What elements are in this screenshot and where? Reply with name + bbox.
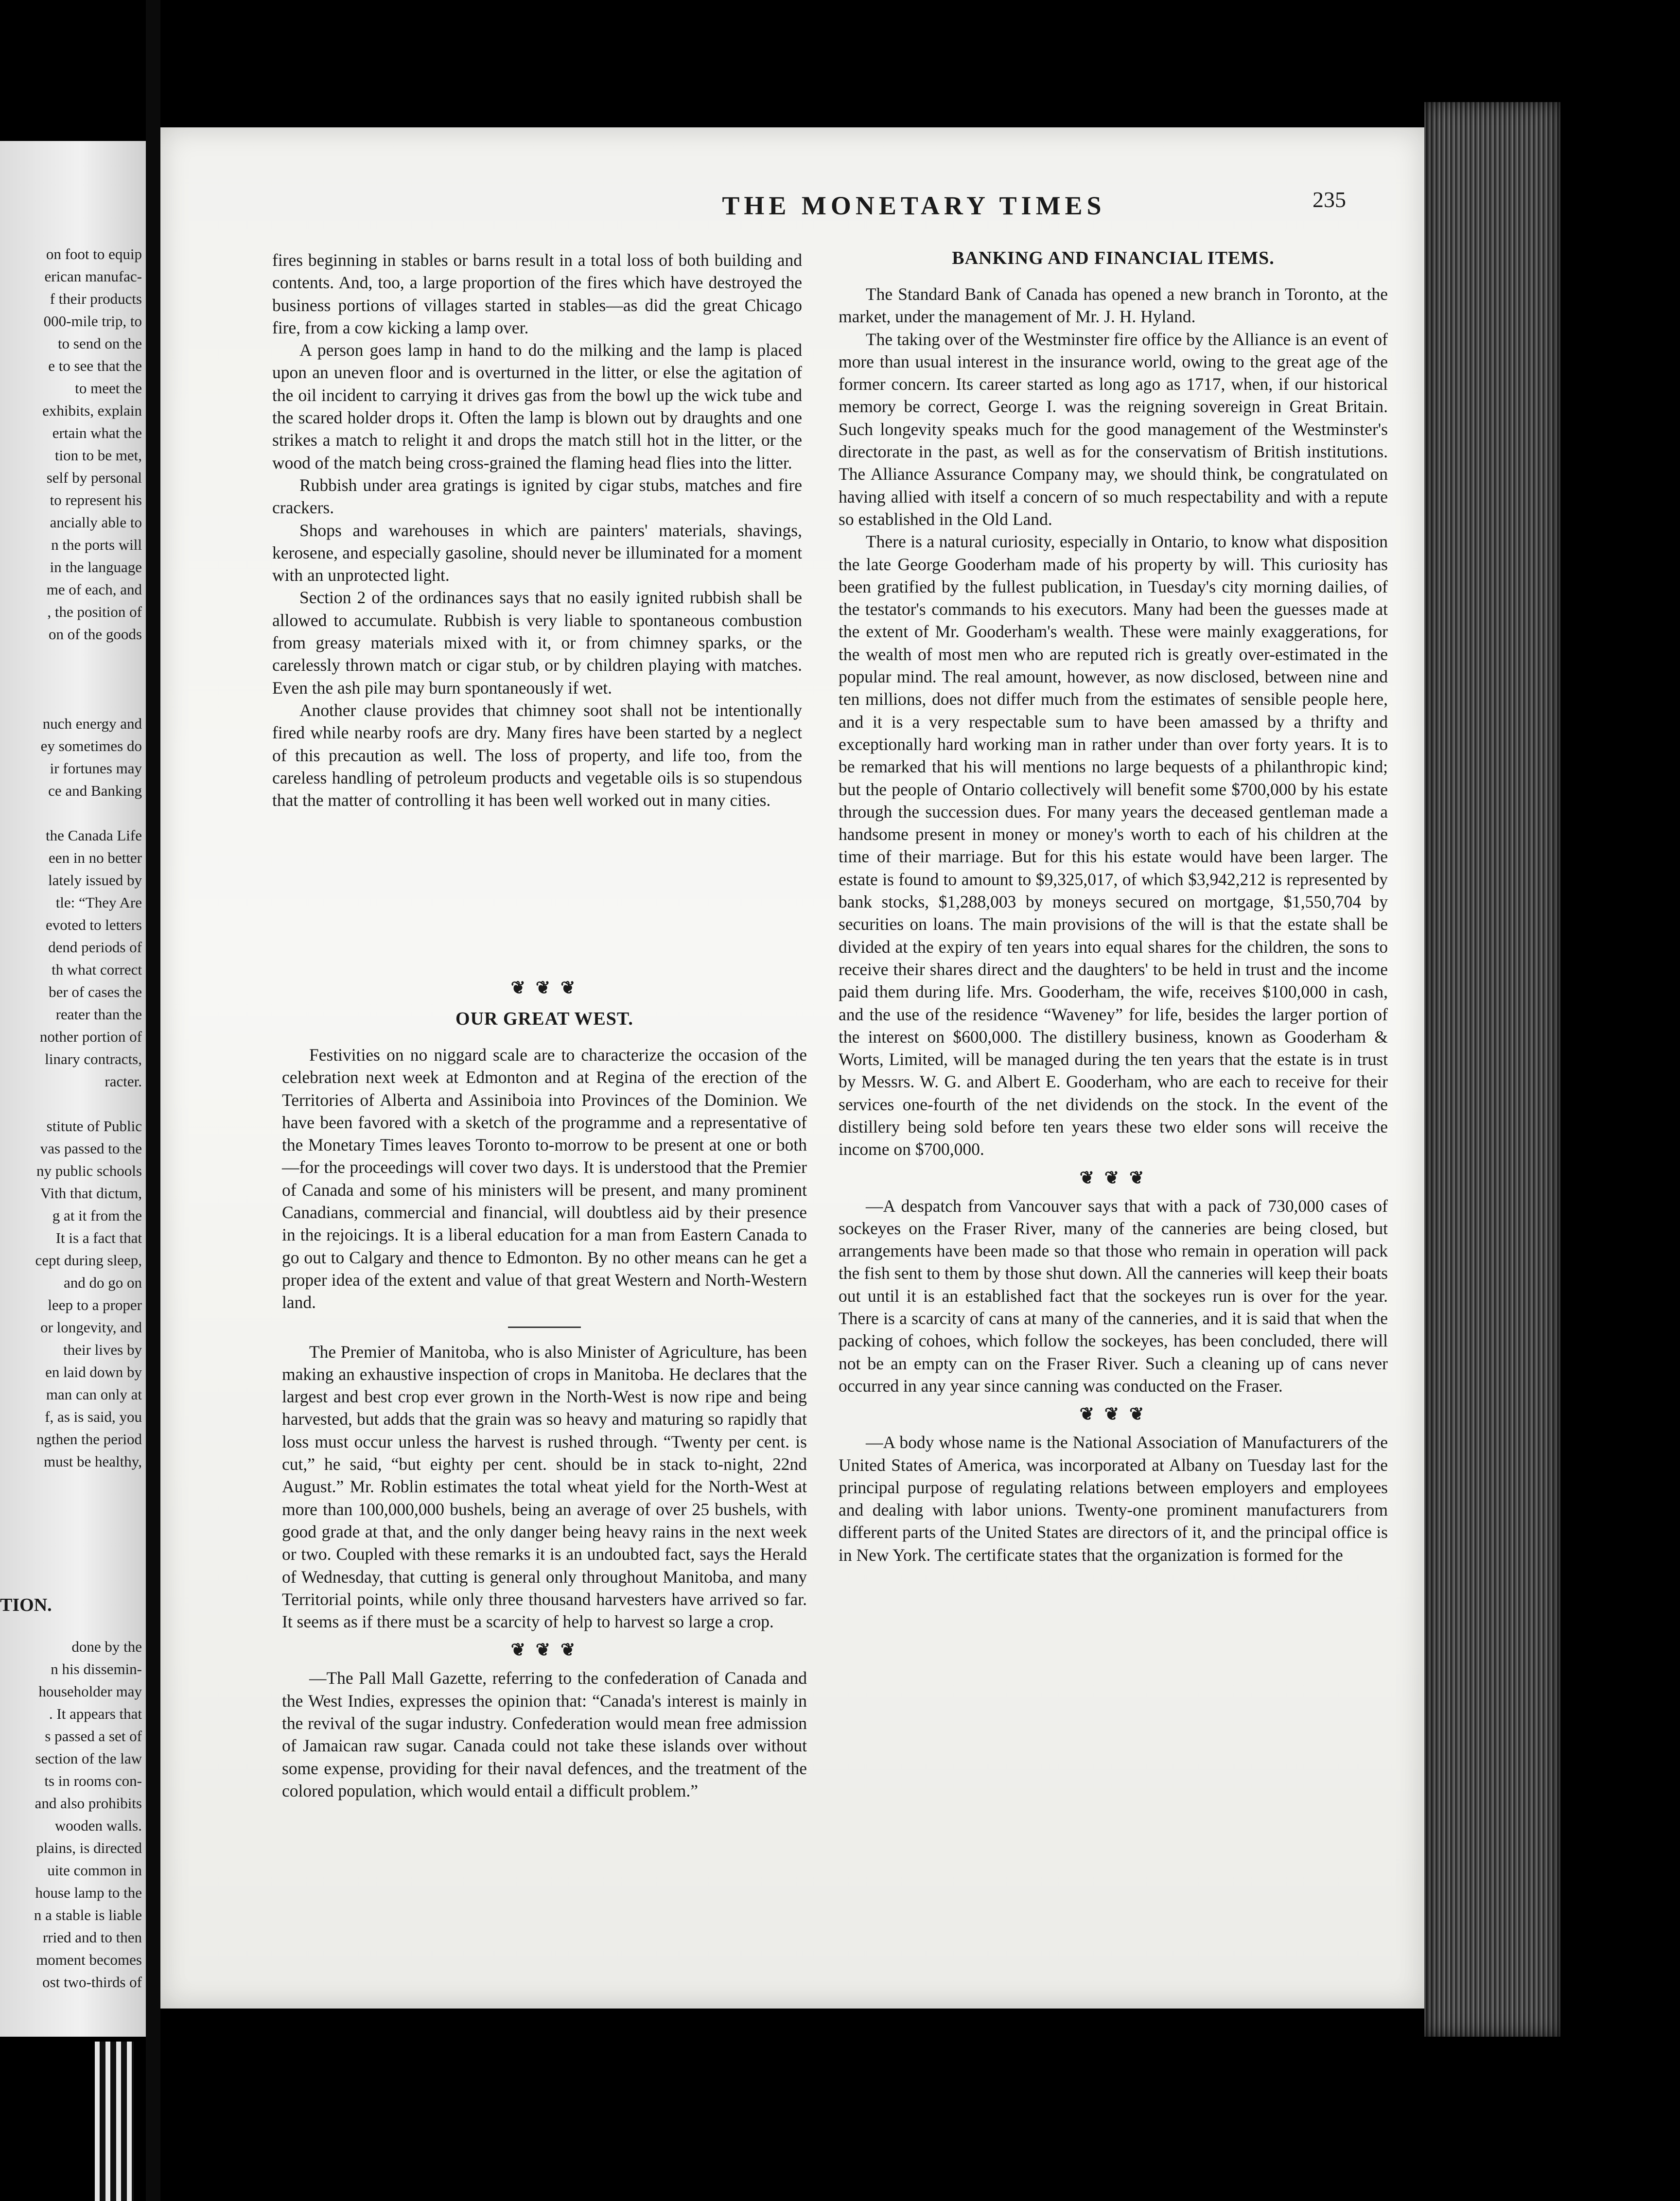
left-page-line: en laid down by <box>45 1363 142 1380</box>
binding-stitching <box>95 2042 134 2201</box>
left-page-line: f, as is said, you <box>45 1408 142 1425</box>
left-page-heading: TION. <box>0 1595 52 1615</box>
paragraph: The Standard Bank of Canada has opened a new branch in Toronto, at the market, under the management of Mr. J. H. Hyland. <box>839 284 1388 327</box>
left-page-line: moment becomes <box>36 1951 142 1968</box>
book-page-edges <box>1424 102 1560 2037</box>
section-ornament: ❦ ❦ ❦ <box>1079 1404 1147 1424</box>
left-page-line: to represent his <box>50 491 142 508</box>
section-ornament: ❦ ❦ ❦ <box>510 978 578 997</box>
left-page-line: to meet the <box>75 380 142 397</box>
paragraph: —A body whose name is the National Association of Manufacturers of the United States of America, was incorporated at Albany on Tuesday last for the principal purpose of regulating relations between employers and employees and dealing with labor unions. Twenty-one prominent manufacturers from different parts of the United States are directors of it, and the principal office is in New York. The certificate states that the organization is formed for the <box>839 1432 1388 1565</box>
column-left-bottom <box>282 971 807 1802</box>
left-page-line: householder may <box>38 1683 142 1700</box>
left-page-line: f their products <box>50 290 142 307</box>
left-page-line: and do go on <box>63 1274 142 1291</box>
left-page-line: ber of cases the <box>49 983 142 1000</box>
page-number: 235 <box>1312 187 1346 212</box>
left-page-line: uite common in <box>47 1862 142 1879</box>
left-page-line: and also prohibits <box>35 1795 142 1812</box>
left-page-line: vas passed to the <box>40 1140 142 1157</box>
left-page-line: n a stable is liable <box>34 1906 142 1923</box>
left-page-line: e to see that the <box>48 357 142 374</box>
column-right <box>839 244 1388 1566</box>
paragraph: The taking over of the Westminster fire office by the Alliance is an event of more than usual interest in the insurance world, owing to the great age of the former concern. Its career started as long ago as 1717, when, if our historical memory be correct, George I. was the reigning sovereign in Great Britain. Such longevity speaks much for the good management of the Westminster's directorate in the past, as well as for the conservatism of British institutions. The Alliance Assurance Company may, we should think, be congratulated on having allied with itself a concern of so much respectability and with a repute so established in the Old Land. <box>839 329 1388 529</box>
masthead-title: THE MONETARY TIMES <box>722 191 1106 220</box>
column-left-top <box>272 249 802 811</box>
left-page-line: , the position of <box>47 603 142 620</box>
section-heading-banking: BANKING AND FINANCIAL ITEMS. <box>952 248 1275 268</box>
left-page-line: ancially able to <box>50 514 142 531</box>
left-page-line: ertain what the <box>52 424 142 441</box>
paragraph: fires beginning in stables or barns result in a total loss of both building and contents. And, too, a large proportion of the fires which have destroyed the business portions of villages started in stables—as did the great Chicago fire, from a cow kicking a lamp over. <box>272 250 802 337</box>
left-page-line: th what correct <box>52 961 142 978</box>
left-page-line: reater than the <box>55 1006 142 1023</box>
left-page-line: rried and to then <box>42 1929 142 1946</box>
left-page-line: lately issued by <box>48 872 142 889</box>
left-page-line: ce and Banking <box>48 782 142 799</box>
left-page-line: 000-mile trip, to <box>43 313 142 330</box>
left-page-line: ey sometimes do <box>40 737 142 754</box>
left-page-fragment <box>0 141 146 2037</box>
left-page-line: ny public schools <box>36 1162 142 1179</box>
left-page-line: exhibits, explain <box>42 402 142 419</box>
left-page-line: g at it from the <box>52 1207 142 1224</box>
paragraph: Shops and warehouses in which are painters' materials, shavings, kerosene, and especially gasoline, should never be illuminated for a moment with an unprotected light. <box>272 520 802 585</box>
paragraph: The Premier of Manitoba, who is also Minister of Agriculture, has been making an exhaustive inspection of crops in Manitoba. He declares that the largest and best crop ever grown in the North-West is now ripe and being harvested, but adds that the grain was so heavy and maturing so rapidly that loss must occur unless the harvest is rushed through. “Twenty per cent. is cut,” he said, “but eighty per cent. should be in stack to-night, 22nd August.” Mr. Roblin estimates the total wheat yield for the North-West at more than 100,000,000 bushels, being an average of over 25 bushels, with good grade at that, and the only danger being heavy rains in the next week or two. Coupled with these remarks it is an undoubted fact, says the Herald of Wednesday, that cutting is general only throughout Manitoba, and many Territorial points, while only three thousand harvesters have arrived so far. It seems as if there must be a scarcity of help to harvest so large a crop. <box>282 1342 807 1632</box>
section-ornament: ❦ ❦ ❦ <box>510 1640 578 1660</box>
left-page-line: tle: “They Are <box>55 894 142 911</box>
left-page-line: self by personal <box>46 469 142 486</box>
left-page-line: me of each, and <box>46 581 142 598</box>
left-page-line: section of the law <box>35 1750 142 1767</box>
right-page <box>160 127 1424 2009</box>
left-page-line: nother portion of <box>39 1028 142 1045</box>
left-page-line: wooden walls. <box>54 1817 142 1834</box>
left-page-line: on of the goods <box>48 626 142 643</box>
left-page-line: evoted to letters <box>46 916 142 933</box>
paragraph: Section 2 of the ordinances says that no easily ignited rubbish shall be allowed to accumulate. Rubbish is very liable to spontaneous combustion from greasy materials mixed with it, or from chimney sparks, or the carelessly thrown match or cigar stub, or by children playing with matches. Even the ash pile may burn spontaneously if wet. <box>272 588 802 698</box>
left-page-line: done by the <box>71 1638 142 1655</box>
divider-rule <box>508 1327 581 1328</box>
left-page-line: n the ports will <box>51 536 142 553</box>
left-page-line: n his dissemin- <box>51 1660 142 1677</box>
left-page-line: in the language <box>50 559 142 576</box>
left-page-line: ngthen the period <box>36 1431 142 1448</box>
paragraph: —A despatch from Vancouver says that with a pack of 730,000 cases of sockeyes on the Fraser River, many of the canneries are being closed, but arrangements have been made so that those who remain in operation will pack the fish sent to them by those shut down. All the canneries will keep their boats out until it is an established fact that the sockeyes run is over for the year. There is a scarcity of cans at many of the canneries, and it is said that when the packing of cohoes, which follow the sockeyes, has been concluded, there will not be an empty can on the Fraser River. Such a cleaning up of cans never occurred in any year since canning was conducted on the Fraser. <box>839 1196 1388 1396</box>
left-page-line: nuch energy and <box>42 715 142 732</box>
left-page-line: s passed a set of <box>45 1728 142 1745</box>
section-ornament: ❦ ❦ ❦ <box>1079 1168 1147 1188</box>
left-page-line: must be healthy, <box>43 1453 142 1470</box>
left-page-line: cept during sleep, <box>35 1252 142 1269</box>
left-page-line: tion to be met, <box>54 447 142 464</box>
paragraph: Festivities on no niggard scale are to characterize the occasion of the celebration next week at Edmonton and at Regina of the erection of the Territories of Alberta and Assiniboia into Provinces of the Dominion. We have been favored with a sketch of the programme and a representative of the Monetary Times leaves Toronto to-morrow to be present at one or both—for the proceedings will cover two days. It is understood that the Premier of Canada and some of his ministers will be present, and many prominent Canadians, commercial and financial, will doubtless aid by their presence in the rejoicings. It is a liberal education for a man from Eastern Canada to go out to Calgary and thence to Edmonton. By no other means can he get a proper idea of the extent and value of that great Western and North-Western land. <box>282 1045 807 1312</box>
left-page-line: . It appears that <box>49 1705 142 1722</box>
left-page-line: plains, is directed <box>36 1839 142 1856</box>
paragraph: A person goes lamp in hand to do the milking and the lamp is placed upon an uneven floor and is overturned in the litter, or else the agitation of the oil incident to carrying it drives gas from the bowl up the wick tube and the scared holder drops it. Often the lamp is blown out by draughts and one strikes a match to relight it and drops the match still hot in the litter, or the wood of the match being cross-grained the flaming head flies into the litter. <box>272 340 802 472</box>
left-page-line: ost two-thirds of <box>42 1974 142 1991</box>
left-page-line: to send on the <box>57 335 142 352</box>
left-page-line: on foot to equip <box>46 245 142 262</box>
left-page-line: erican manufac- <box>44 268 142 285</box>
left-page-line: man can only at <box>46 1386 142 1403</box>
left-page-line: linary contracts, <box>45 1050 142 1067</box>
left-page-line: leep to a proper <box>48 1296 142 1313</box>
left-page-line: the Canada Life <box>46 827 142 844</box>
section-heading-our-great-west: OUR GREAT WEST. <box>455 1009 633 1029</box>
left-page-line: or longevity, and <box>40 1319 142 1336</box>
paragraph: —The Pall Mall Gazette, referring to the confederation of Canada and the West Indies, expresses the opinion that: “Canada's interest is mainly in the revival of the sugar industry. Confederation would mean free admission of Jamaican raw sugar. Canada could not take these islands over without some expense, providing for their naval defences, and the treatment of the colored population, which would entail a difficult problem.” <box>282 1668 807 1800</box>
paragraph: There is a natural curiosity, especially in Ontario, to know what disposition the late George Gooderham made of his property by will. This curiosity has been gratified by the fullest publication, in Tuesday's city morning dailies, of the testator's commands to his executors. Many had been the guesses made at the extent of Mr. Gooderham's wealth. These were mainly exaggerations, for the wealth of most men who are reputed rich is greatly over-estimated in the popular mind. The real amount, however, as now disclosed, between nine and ten millions, does not differ much from the estimates of sensible people here, and it is a very respectable sum to have been amassed by a thrifty and exceptionally hard working man in rather under than over forty years. It is to be remarked that his will mentions no large bequests of a philanthropic kind; but the people of Ontario collectively will benefit some $700,000 by his estate through the succession dues. For many years the deceased gentleman made a handsome present in money or money's worth to each of his children at the time of their marriage. But for this his estate would have been larger. The estate is found to amount to $9,325,017, of which $3,942,212 is represented by bank stocks, $1,288,003 by moneys secured on mortgage, $1,550,704 by securities on loans. The main provisions of the will is that the estate shall be divided at the expiry of ten years into equal shares for the children, the sons to receive their shares direct and the daughters' to be held in trust and the income paid them during life. Mrs. Gooderham, the wife, receives $100,000 in cash, and the use of the residence “Waveney” for life, besides the larger portion of the interest on $600,000. The distillery business, known as Gooderham & Worts, Limited, will be managed during the ten years that the estate is in trust by Messrs. W. G. and Albert E. Gooderham, who are each to receive for their services one-fourth of the net dividends on the stock. In the event of the distillery being sold before ten years these two elder sons will receive the income on $700,000. <box>839 532 1388 1159</box>
binding-gutter <box>146 0 160 2201</box>
left-page-line: een in no better <box>49 849 142 866</box>
left-page-line: ts in rooms con- <box>44 1772 142 1789</box>
paragraph: Another clause provides that chimney soot shall not be intentionally fired while nearby roofs are dry. Many fires have been started by a neglect of this precaution as well. The loss of property, and life too, from the careless handling of petroleum products and vegetable oils is so stupendous that the matter of controlling it has been well worked out in many cities. <box>272 700 802 810</box>
left-page-line: house lamp to the <box>35 1884 142 1901</box>
left-page-line: their lives by <box>63 1341 142 1358</box>
left-page-line: dend periods of <box>48 939 142 956</box>
paragraph: Rubbish under area gratings is ignited by cigar stubs, matches and fire crackers. <box>272 475 802 518</box>
left-page-line: racter. <box>105 1073 142 1090</box>
left-page-line: Vith that dictum, <box>40 1185 142 1202</box>
left-page-line: ir fortunes may <box>50 760 142 777</box>
left-page-line: stitute of Public <box>46 1118 142 1135</box>
left-page-line: It is a fact that <box>55 1229 142 1246</box>
